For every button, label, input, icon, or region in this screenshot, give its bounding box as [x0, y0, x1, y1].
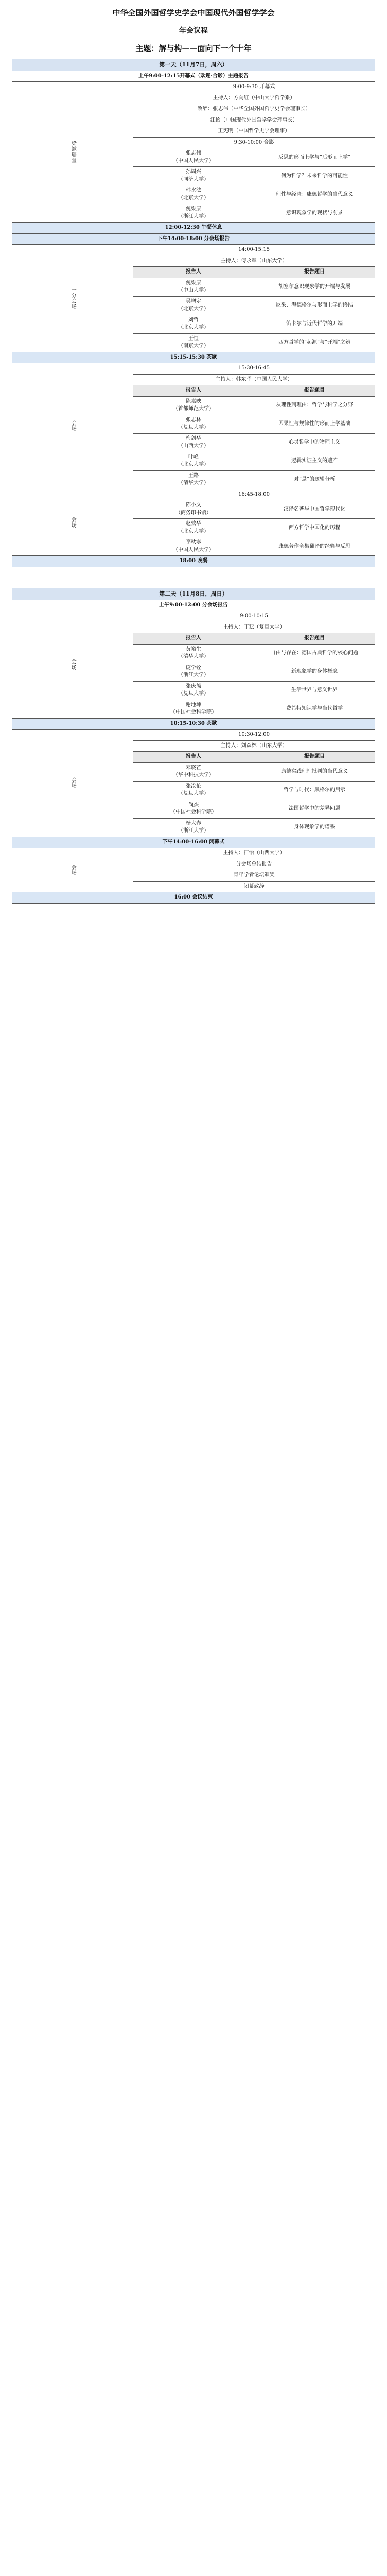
session-b-host: 主持人：韩东晖（中国人民大学）	[133, 374, 375, 385]
opening-time: 9:00-9:30 开幕式	[133, 82, 375, 93]
day2-table	[12, 588, 375, 904]
session-a-time: 14:00-15:15	[133, 245, 375, 256]
dinner: 18:00 晚餐	[12, 556, 375, 567]
session-speaker: 邓晓芒 （华中科技大学）	[133, 762, 254, 781]
session-topic: 笛卡尔与近代哲学的开端	[254, 315, 375, 333]
session-speaker: 黄裕生 （清华大学）	[133, 644, 254, 663]
opening-host: 主持人：方向红（中山大学哲学系）	[133, 93, 375, 104]
session-speaker: 张志林 （复旦大学）	[133, 415, 254, 433]
session-topic: 西方哲学中国化的历程	[254, 519, 375, 537]
session-topic: 因果性与规律性的形而上学基础	[254, 415, 375, 433]
photo-time: 9:30-10:00 合影	[133, 137, 375, 148]
keynote-speaker: 韩水法 （北京大学）	[133, 185, 254, 204]
session-venue-b: 会场	[12, 363, 133, 489]
session-speaker: 刘哲 （北京大学）	[133, 315, 254, 333]
lunch-break: 12:00-12:30 午餐休息	[12, 223, 375, 234]
session-speaker: 李秋零 （中国人民大学）	[133, 537, 254, 556]
session-topic: 对“是”的逻辑分析	[254, 470, 375, 489]
conference-end: 16:00 会议结束	[12, 892, 375, 904]
session-topic: 康德著作全集翻译的经验与反思	[254, 537, 375, 556]
closing-host: 主持人：江怡（山西大学）	[133, 848, 375, 859]
topic-column-header: 报告题目	[254, 385, 375, 397]
morning-plenary: 上午9:00-12:15开幕式（欢迎·合影）主题报告	[12, 71, 375, 82]
session-speaker: 王路 （清华大学）	[133, 470, 254, 489]
session-d-time: 9:00-10:15	[133, 611, 375, 622]
session-b-time: 15:30-16:45	[133, 363, 375, 375]
conference-theme: 主题：解与构——面向下一个十年	[135, 44, 252, 53]
closing-item: 闭幕致辞	[133, 881, 375, 892]
session-venue-a: 一分会场	[12, 245, 133, 352]
session-speaker: 叶峰 （北京大学）	[133, 452, 254, 470]
speaker-column-header: 报告人	[133, 267, 254, 278]
tea-break: 15:15-15:30 茶歇	[12, 352, 375, 363]
keynote-venue: 梁銶琚堂	[12, 82, 133, 223]
page-subtitle: 年会议程	[179, 27, 208, 35]
keynote-topic: 何为哲学？未来哲学的可能性	[254, 167, 375, 185]
session-speaker: 王恒 （南京大学）	[133, 333, 254, 352]
day1-label: 第一天（11月7日，周六）	[12, 59, 375, 71]
session-venue-c: 会场	[12, 489, 133, 556]
session-topic: 法国哲学中的差异问题	[254, 800, 375, 818]
welcome-2: 江怡（中国现代外国哲学学会理事长）	[133, 115, 375, 126]
page-title: 中华全国外国哲学史学会中国现代外国哲学学会	[112, 8, 275, 18]
closing-item: 青年学者论坛颁奖	[133, 870, 375, 882]
session-topic: 康德实践理性批判的当代意义	[254, 762, 375, 781]
session-topic: 尼采、海德格尔与形而上学的终结	[254, 296, 375, 315]
session-speaker: 吴增定 （北京大学）	[133, 296, 254, 315]
session-speaker: 尚杰 （中国社会科学院）	[133, 800, 254, 818]
day2-label: 第二天（11月8日，周日）	[12, 588, 375, 600]
speaker-column-header: 报告人	[133, 752, 254, 763]
session-topic: 生活世界与意义世界	[254, 681, 375, 700]
session-speaker: 梅剑华 （山西大学）	[133, 433, 254, 452]
session-topic: 汉译名著与中国哲学现代化	[254, 500, 375, 519]
session-speaker: 陈嘉映 （首都师范大学）	[133, 396, 254, 415]
topic-column-header: 报告题目	[254, 267, 375, 278]
topic-column-header: 报告题目	[254, 633, 375, 645]
speaker-column-header: 报告人	[133, 385, 254, 397]
session-speaker: 庞学铨 （浙江大学）	[133, 663, 254, 681]
keynote-speaker: 倪梁康 （浙江大学）	[133, 204, 254, 223]
closing-venue: 会场	[12, 848, 133, 892]
keynote-speaker: 张志伟 （中国人民大学）	[133, 148, 254, 167]
day2-morning: 上午9:00-12:00 分会场报告	[12, 600, 375, 611]
session-speaker: 陈小文 （商务印书馆）	[133, 500, 254, 519]
session-topic: 新现象学的身体概念	[254, 663, 375, 681]
keynote-topic: 理性与经验：康德哲学的当代意义	[254, 185, 375, 204]
session-speaker: 倪梁康 （中山大学）	[133, 278, 254, 296]
session-speaker: 赵敦华 （北京大学）	[133, 519, 254, 537]
closing-item: 分会场总结报告	[133, 859, 375, 870]
session-topic: 身体现象学的谱系	[254, 818, 375, 837]
session-venue-e: 会场	[12, 730, 133, 837]
session-topic: 胡塞尔意识现象学的开端与发展	[254, 278, 375, 296]
session-e-time: 10:30-12:00	[133, 730, 375, 741]
session-topic: 从理性到理由：哲学与科学之分野	[254, 396, 375, 415]
keynote-topic: 反思的形而上学与“后形而上学”	[254, 148, 375, 167]
welcome-1: 致辞：张志伟（中华全国外国哲学史学会理事长）	[133, 104, 375, 115]
session-venue-d: 会场	[12, 611, 133, 719]
session-topic: 逻辑实证主义的遗产	[254, 452, 375, 470]
keynote-topic: 意识现象学的现状与前景	[254, 204, 375, 223]
session-c-time: 16:45-18:00	[133, 489, 375, 500]
session-topic: 自由与存在：德国古典哲学的核心问题	[254, 644, 375, 663]
keynote-speaker: 孙周兴 （同济大学）	[133, 167, 254, 185]
topic-column-header: 报告题目	[254, 752, 375, 763]
closing-ceremony: 下午14:00-16:00 闭幕式	[12, 837, 375, 848]
session-topic: 哲学与时代：黑格尔的启示	[254, 781, 375, 800]
session-speaker: 谢地坤 （中国社会科学院）	[133, 700, 254, 718]
speaker-column-header: 报告人	[133, 633, 254, 645]
session-e-host: 主持人：刘森林（山东大学）	[133, 740, 375, 752]
session-speaker: 张汝伦 （复旦大学）	[133, 781, 254, 800]
session-d-host: 主持人：丁耘（复旦大学）	[133, 622, 375, 633]
session-topic: 西方哲学的“起源”与“开端”之辨	[254, 333, 375, 352]
session-topic: 心灵哲学中的物理主义	[254, 433, 375, 452]
tea-break: 10:15-10:30 茶歇	[12, 718, 375, 730]
day1-table	[12, 59, 375, 567]
session-topic: 费希特知识学与当代哲学	[254, 700, 375, 718]
session-a-host: 主持人：傅永军（山东大学）	[133, 256, 375, 267]
session-speaker: 张庆熊 （复旦大学）	[133, 681, 254, 700]
session-speaker: 杨大春 （浙江大学）	[133, 818, 254, 837]
welcome-3: 王宪明（中国哲学史学会理事）	[133, 126, 375, 138]
afternoon-sessions: 下午14:00-18:00 分会场报告	[12, 233, 375, 245]
